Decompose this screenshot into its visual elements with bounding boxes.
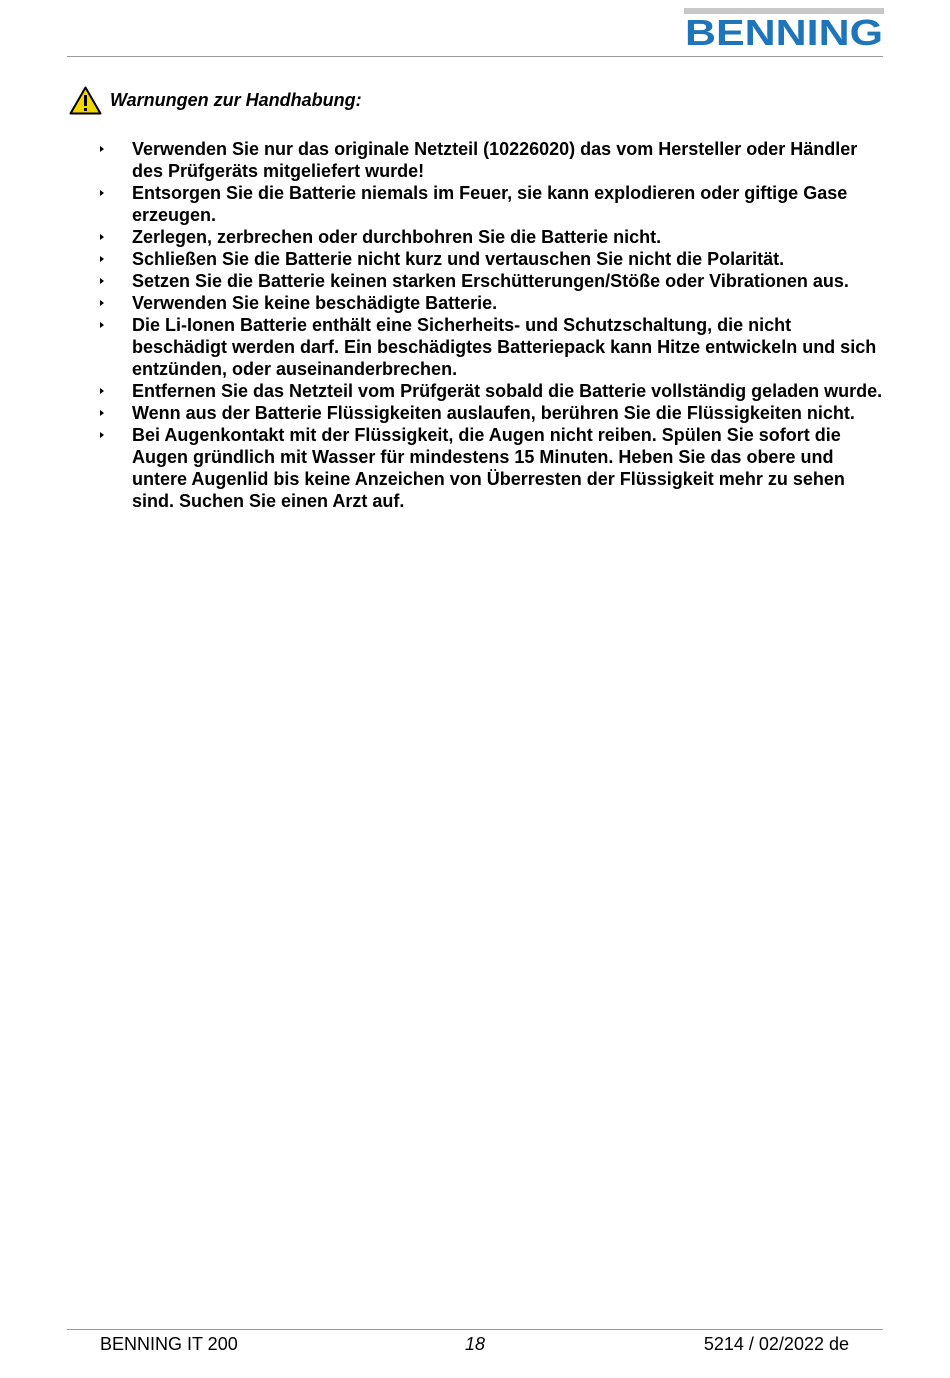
warning-item-text: Verwenden Sie nur das originale Netzteil (10226020) das vom Hersteller oder Händler des Prüfgeräts mitgeliefert wurde! [132, 139, 858, 181]
warning-heading [69, 84, 362, 116]
bullet-icon [100, 388, 104, 394]
footer-divider [67, 1329, 883, 1330]
header-divider [67, 56, 883, 57]
warning-list-item [100, 182, 890, 226]
warning-item-text: Entfernen Sie das Netzteil vom Prüfgerät sobald die Batterie vollständig geladen wurde. [132, 381, 883, 401]
warning-item-text: Wenn aus der Batterie Flüssigkeiten auslaufen, berühren Sie die Flüssigkeiten nicht. [132, 403, 855, 423]
warning-list-item [100, 226, 890, 248]
warning-list-item [100, 270, 890, 292]
warning-item-text: Bei Augenkontakt mit der Flüssigkeit, die Augen nicht reiben. Spülen Sie sofort die Augen gründlich mit Wasser für mindestens 15 Minuten. Heben Sie das obere und untere Augenlid bis keine Anzeichen von Überresten der Flüssigkeit mehr zu sehen sind. Suchen Sie einen Arzt auf. [132, 425, 845, 511]
bullet-icon [100, 432, 104, 438]
warning-item-text: Schließen Sie die Batterie nicht kurz und vertauschen Sie nicht die Polarität. [132, 249, 785, 269]
bullet-icon [100, 146, 104, 152]
warning-list-item [100, 424, 890, 512]
warning-list-item [100, 292, 890, 314]
warning-list-item [100, 138, 890, 182]
bullet-icon [100, 300, 104, 306]
warning-title: Warnungen zur Handhabung: [110, 90, 362, 110]
bullet-icon [100, 410, 104, 416]
page-number: 18 [465, 1334, 486, 1354]
footer-product: BENNING IT 200 [100, 1334, 238, 1354]
logo-text: BENNING [685, 16, 883, 50]
warning-item-text: Die Li-Ionen Batterie enthält eine Sicherheits- und Schutzschaltung, die nicht beschädigt werden darf. Ein beschädigtes Batteriepack kann Hitze entwickeln und sich entzünden, oder auseinanderbrechen. [132, 315, 877, 379]
benning-logo [684, 8, 884, 50]
logo-wordmark [684, 16, 884, 50]
warning-item-text: Entsorgen Sie die Batterie niemals im Feuer, sie kann explodieren oder giftige Gase erzeugen. [132, 183, 848, 225]
bullet-icon [100, 278, 104, 284]
warning-item-text: Zerlegen, zerbrechen oder durchbohren Sie die Batterie nicht. [132, 227, 662, 247]
footer-document-code: 5214 / 02/2022 de [703, 1334, 849, 1354]
logo-top-bar [684, 8, 884, 14]
warning-triangle-icon [69, 86, 102, 115]
warning-list-item [100, 314, 890, 380]
bullet-icon [100, 256, 104, 262]
warning-list-item [100, 402, 890, 424]
warning-item-text: Verwenden Sie keine beschädigte Batterie. [132, 293, 498, 313]
bullet-icon [100, 190, 104, 196]
warning-list-item [100, 248, 890, 270]
warning-list [100, 138, 890, 512]
bullet-icon [100, 234, 104, 240]
warning-item-text: Setzen Sie die Batterie keinen starken Erschütterungen/Stöße oder Vibrationen aus. [132, 271, 849, 291]
bullet-icon [100, 322, 104, 328]
warning-list-item [100, 380, 890, 402]
